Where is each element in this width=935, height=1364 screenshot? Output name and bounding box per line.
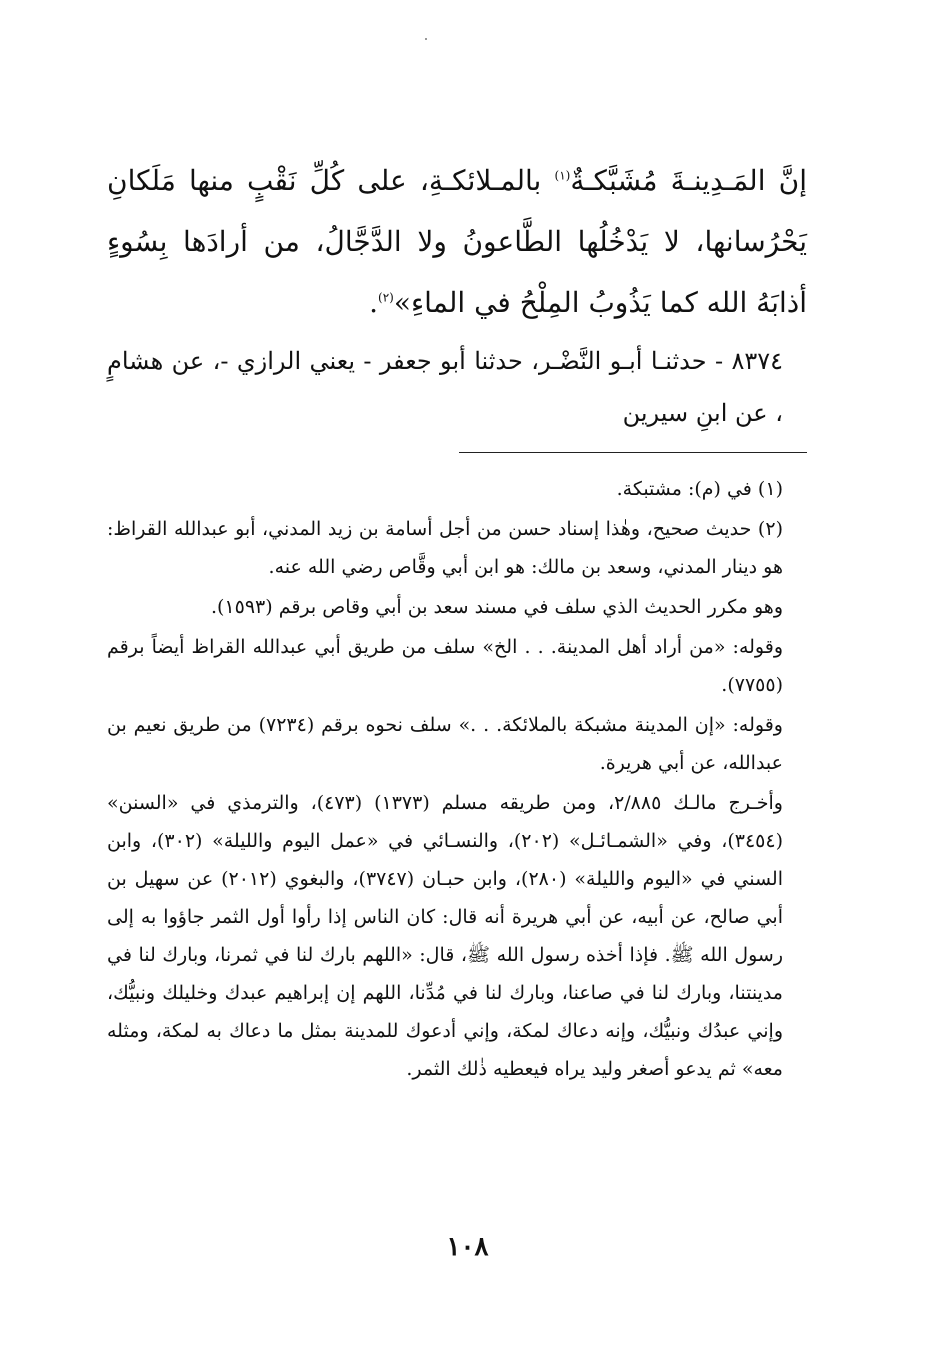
hadith-main-text [107, 150, 807, 333]
footnote-ref-2[interactable]: (٢) [378, 290, 394, 305]
main-text-end: . [369, 286, 379, 319]
footnote-2-para-4: وقوله: «إن المدينة مشبكة بالملائكة. . .» سلف نحوه برقم (٧٢٣٤) من طريق نعيم بن عبدالله، عن أبي هريرة. [107, 714, 783, 774]
footnote-2: (٢) حديث صحيح، وهٰذا إسناد حسن من أجل أسامة بن زيد المدني، أبو عبدالله القراظ: هو دينار المدني، وسعد بن مالك: هو ابن أبي وقَّاص رضي الله عنه. [107, 518, 783, 578]
footnote-2-para-5: وأخـرج مالـك ٢/٨٨٥، ومن طريقه مسلم (١٣٧٣) (٤٧٣)، والترمذي في «السنن» (٣٤٥٤)، وفي «الشمـائـل» (٢٠٢)، والنسـائي في «عمل اليوم والليلة» (٣٠٢)، وابن السني في «اليوم والليلة» (٢٨٠)، وابن حبـان (٣٧٤٧)، والبغوي (٢٠١٢) عن سهيل بن أبي صالح، عن أبيه، عن أبي هريرة أنه قال: كان الناس إذا رأوا أول الثمر جاؤوا به إلى رسول الله ﷺ. فإذا أخذه رسول الله ﷺ، قال: «اللهم بارك لنا في ثمرنا، وبارك لنا في مدينتنا، وبارك لنا في صاعنا، وبارك لنا في مُدِّنا، اللهم إن إبراهيم عبدك وخليلك ونبيُّك، وإني عبدُك ونبيُّك، وإنه دعاك لمكة، وإني أدعوك للمدينة بمثل ما دعاك به لمكة، ومثله معه» ثم يدعو أصغر وليد يراه فيعطيه ذٰلك الثمر. [107, 792, 784, 1080]
hadith-chain-8374 [107, 335, 807, 439]
page-number: ١٠٨ [446, 1232, 489, 1262]
footnote-1: (١) في (م): مشتبكة. [616, 478, 783, 500]
footnotes [107, 470, 807, 1090]
scan-speck [425, 38, 427, 40]
footnote-2-para-3: وقوله: «من أراد أهل المدينة. . . الخ» سلف من طريق أبي عبدالله القراظ أيضاً برقم (٧٧٥٥). [107, 636, 783, 696]
main-text-part2: بالمـلائكـةِ، على كُلِّ نَقْبٍ منها مَلَكانِ يَحْرُسانها، لا يَدْخُلُها الطَّاعونُ ولا الدَّجَّالُ، من أرادَها بِسُوءٍ أذابَهُ الله كما يَذُوبُ المِلْحُ في الماءِ» [107, 164, 807, 319]
footnote-ref-1[interactable]: (١) [554, 168, 571, 183]
footnote-separator [459, 452, 807, 453]
hadith-chain-text: ٨٣٧٤ - حدثنـا أبـو النَّضْـر، حدثنا أبو جعفر - يعني الرازي -، عن هشامٍ ، عن ابنِ سيرين [107, 347, 783, 427]
main-paragraph [107, 150, 807, 333]
main-text-part1: إنَّ المَـدِينـةَ مُشَبَّكـةٌ [570, 164, 807, 197]
footnote-2-para-2: وهو مكرر الحديث الذي سلف في مسند سعد بن أبي وقاص برقم (١٥٩٣). [210, 596, 783, 618]
